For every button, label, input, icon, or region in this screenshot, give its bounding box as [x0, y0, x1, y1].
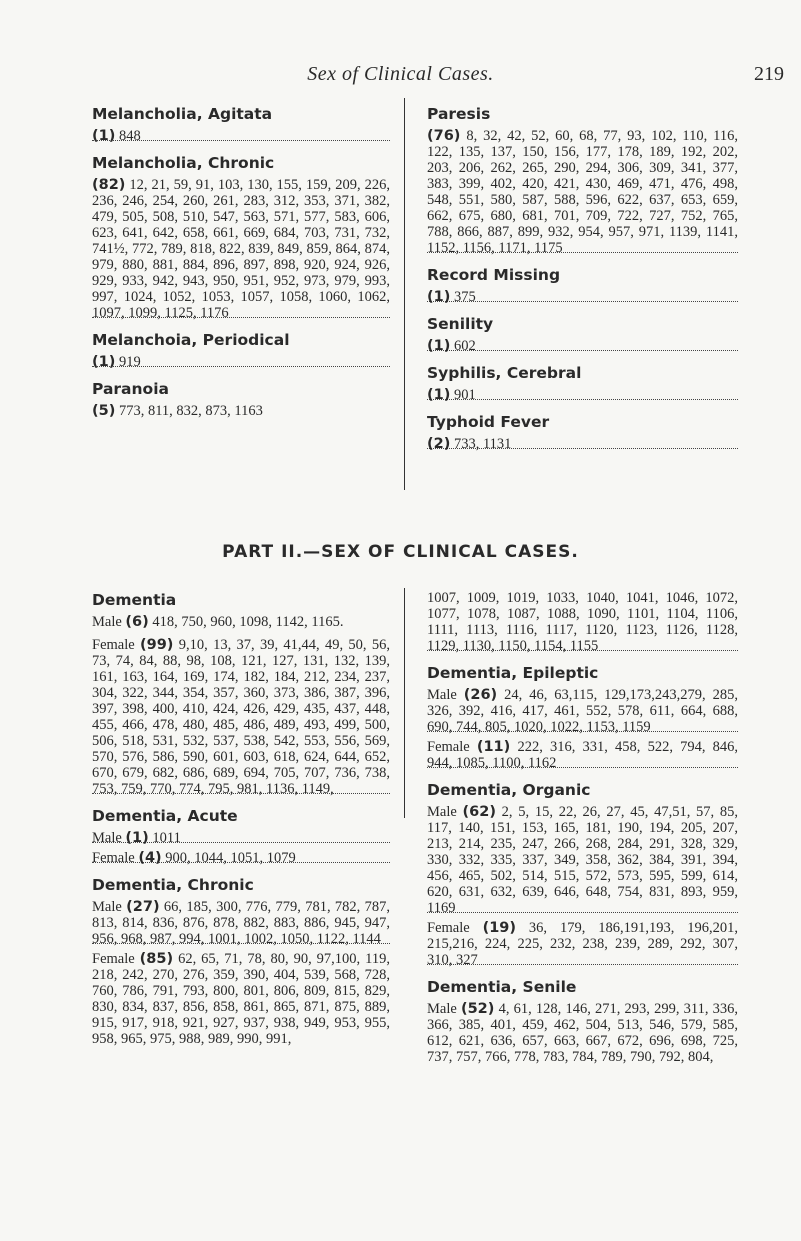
diagnosis-section	[427, 412, 738, 452]
diagnosis-section	[92, 806, 390, 866]
case-entry	[92, 637, 390, 797]
diagnosis-section	[427, 590, 738, 654]
case-numbers: 222, 316, 331, 458, 522, 794, 846, 944, 1085, 1100, 1162	[427, 739, 738, 771]
column-divider	[404, 588, 405, 818]
case-numbers: 1007, 1009, 1019, 1033, 1040, 1041, 1046, 1072, 1077, 1078, 1087, 1088, 1090, 1101, 1104, 1106, 1111, 1113, 1116, 1117, 1120, 1123, 1126, 1128, 1129, 1130, 1150, 1154, 1155	[427, 590, 738, 654]
top-right-column	[427, 104, 738, 461]
case-entry	[92, 354, 390, 370]
case-entry	[427, 338, 738, 354]
case-count: (5)	[92, 403, 116, 419]
case-entry	[427, 920, 739, 968]
case-numbers: 62, 65, 71, 78, 80, 90, 97,100, 119, 218, 242, 270, 276, 359, 390, 404, 539, 568, 728, 760, 786, 791, 793, 800, 801, 806, 809, 815, 829, 830, 834, 837, 856, 858, 861, 865, 871, 875, 889, 915, 917, 918, 921, 927, 937, 938, 949, 953, 955, 958, 965, 975, 988, 989, 990, 991,	[92, 951, 390, 1047]
case-entry	[92, 614, 390, 630]
case-entry	[427, 739, 738, 771]
case-numbers: 733, 1131	[450, 436, 512, 452]
case-count: (11)	[476, 739, 511, 755]
column-divider	[404, 98, 405, 490]
case-count: (1)	[125, 830, 149, 846]
case-numbers: 24, 46, 63,115, 129,173,243,279, 285, 326, 392, 416, 417, 461, 552, 578, 611, 664, 688, 690, 744, 805, 1020, 1022, 1153, 1159	[427, 687, 739, 735]
case-numbers: 1011	[148, 830, 181, 846]
section-title: Dementia, Epileptic	[427, 664, 599, 682]
page-number: 219	[754, 63, 784, 85]
diagnosis-section	[92, 104, 390, 144]
case-numbers: 773, 811, 832, 873, 1163	[115, 403, 263, 419]
case-numbers: 919	[115, 354, 141, 370]
case-entry	[427, 289, 738, 305]
case-numbers: 375	[450, 289, 476, 305]
case-numbers: 4, 61, 128, 146, 271, 293, 299, 311, 336, 366, 385, 401, 459, 462, 504, 513, 546, 579, 585, 612, 621, 636, 657, 663, 667, 672, 696, 698, 725, 737, 757, 766, 778, 783, 784, 789, 790, 792, 804,	[427, 1001, 738, 1065]
section-title: Dementia, Chronic	[92, 876, 254, 894]
diagnosis-section	[92, 590, 390, 797]
case-count: (52)	[460, 1001, 495, 1017]
section-title: Dementia, Acute	[92, 807, 238, 825]
case-count: (2)	[427, 436, 451, 452]
sex-label: Male	[92, 830, 126, 846]
case-entry	[92, 899, 391, 947]
case-numbers: 8, 32, 42, 52, 60, 68, 77, 93, 102, 110, 116, 122, 135, 137, 150, 156, 177, 178, 189, 192, 202, 203, 206, 262, 265, 290, 294, 306, 309, 341, 377, 383, 399, 402, 420, 421, 430, 469, 471, 476, 498, 548, 551, 580, 587, 588, 596, 622, 637, 653, 659, 662, 675, 680, 681, 701, 709, 722, 727, 752, 765, 788, 866, 887, 899, 932, 954, 957, 971, 1139, 1141, 1152, 1156, 1171, 1175	[427, 128, 738, 256]
case-entry	[427, 1001, 738, 1065]
diagnosis-section	[427, 314, 738, 354]
case-numbers: 66, 185, 300, 776, 779, 781, 782, 787, 813, 814, 836, 876, 878, 882, 883, 886, 945, 947, 956, 968, 987, 994, 1001, 1002, 1050, 1122, 1144	[92, 899, 391, 947]
case-entry	[92, 403, 390, 419]
case-numbers: 602	[450, 338, 476, 354]
sex-label: Female	[427, 920, 483, 936]
section-title: Dementia, Organic	[427, 781, 591, 799]
diagnosis-section	[427, 265, 738, 305]
case-count: (27)	[126, 899, 160, 915]
case-count: (26)	[463, 687, 498, 703]
section-title: Record Missing	[427, 266, 561, 284]
case-entry	[92, 830, 390, 846]
diagnosis-section	[92, 153, 390, 321]
diagnosis-section	[92, 330, 390, 370]
diagnosis-section	[92, 875, 390, 1047]
case-numbers: 418, 750, 960, 1098, 1142, 1165.	[148, 614, 344, 630]
diagnosis-section	[427, 104, 738, 256]
case-count: (62)	[462, 804, 496, 820]
case-count: (6)	[125, 614, 149, 630]
section-title: Melancholia, Chronic	[92, 154, 275, 172]
case-entry	[92, 177, 390, 321]
case-entry	[427, 590, 738, 654]
case-count: (19)	[482, 920, 517, 936]
running-title: Sex of Clinical Cases.	[307, 63, 494, 85]
bottom-left-column	[92, 590, 390, 1059]
case-count: (1)	[427, 338, 451, 354]
case-count: (99)	[140, 637, 174, 653]
case-entry	[92, 951, 390, 1047]
case-entry	[427, 128, 738, 256]
case-numbers: 848	[115, 128, 141, 144]
case-count: (4)	[138, 850, 162, 866]
case-numbers: 12, 21, 59, 91, 103, 130, 155, 159, 209, 226, 236, 246, 254, 260, 261, 283, 312, 353, 371, 382, 479, 505, 508, 510, 547, 563, 571, 577, 583, 606, 623, 641, 642, 658, 661, 669, 684, 703, 731, 732, 741½, 772, 789, 818, 822, 839, 849, 859, 864, 874, 979, 880, 881, 884, 896, 897, 898, 920, 924, 926, 929, 933, 942, 943, 950, 951, 952, 973, 979, 993, 997, 1024, 1052, 1053, 1057, 1058, 1060, 1062, 1097, 1099, 1125, 1176	[92, 177, 390, 321]
case-count: (1)	[92, 354, 116, 370]
bottom-right-column	[427, 590, 738, 1077]
diagnosis-section	[427, 780, 739, 968]
case-entry	[92, 850, 390, 866]
case-numbers: 901	[450, 387, 476, 403]
section-title: Dementia, Senile	[427, 978, 577, 996]
top-left-column	[92, 104, 390, 431]
case-count: (1)	[427, 289, 451, 305]
sex-label: Male	[427, 804, 463, 820]
diagnosis-section	[427, 977, 738, 1065]
case-numbers: 2, 5, 15, 22, 26, 27, 45, 47,51, 57, 85, 117, 140, 151, 153, 165, 181, 190, 194, 205, 207, 213, 214, 235, 247, 266, 268, 284, 291, 328, 329, 330, 332, 335, 337, 349, 358, 362, 384, 391, 394, 456, 465, 502, 514, 515, 572, 573, 595, 599, 614, 620, 631, 632, 639, 646, 648, 754, 831, 893, 959, 1169	[427, 804, 739, 916]
diagnosis-section	[427, 363, 738, 403]
case-entry	[427, 804, 739, 916]
sex-label: Male	[92, 899, 127, 915]
case-count: (1)	[427, 387, 451, 403]
case-count: (82)	[92, 177, 126, 193]
case-count: (85)	[139, 951, 174, 967]
sex-label: Female	[92, 850, 139, 866]
case-entry	[427, 687, 739, 735]
case-numbers: 36, 179, 186,191,193, 196,201, 215,216, 224, 225, 232, 238, 239, 289, 292, 307, 310, 327	[427, 920, 739, 968]
section-title: Typhoid Fever	[427, 413, 550, 431]
page-header	[0, 63, 801, 91]
section-title: Paranoia	[92, 380, 169, 398]
sex-label: Male	[427, 687, 464, 703]
dot-leader	[427, 912, 738, 913]
sex-label: Female	[92, 637, 140, 653]
sex-label: Female	[92, 951, 140, 967]
sex-label: Female	[427, 739, 477, 755]
diagnosis-section	[92, 379, 390, 419]
section-title: Paresis	[427, 105, 491, 123]
case-count: (1)	[92, 128, 116, 144]
case-numbers: 9,10, 13, 37, 39, 41,44, 49, 50, 56, 73, 74, 84, 88, 98, 108, 121, 127, 131, 132, 139, 161, 163, 164, 169, 174, 182, 184, 212, 234, 237, 304, 322, 344, 354, 357, 360, 373, 386, 387, 396, 397, 398, 400, 410, 424, 426, 429, 435, 437, 448, 455, 466, 478, 480, 485, 486, 489, 493, 499, 500, 506, 518, 531, 532, 537, 538, 542, 553, 556, 569, 570, 576, 586, 590, 601, 603, 618, 624, 644, 652, 670, 679, 682, 686, 689, 694, 705, 707, 736, 738, 753, 759, 770, 774, 795, 981, 1136, 1149,	[92, 637, 390, 797]
case-numbers: 900, 1044, 1051, 1079	[161, 850, 296, 866]
part-heading: PART II.—SEX OF CLINICAL CASES.	[222, 542, 579, 562]
section-title: Senility	[427, 315, 494, 333]
section-title: Syphilis, Cerebral	[427, 364, 582, 382]
case-entry	[92, 128, 390, 144]
sex-label: Male	[427, 1001, 461, 1017]
case-count: (76)	[427, 128, 461, 144]
diagnosis-section	[427, 663, 739, 771]
case-entry	[427, 387, 738, 403]
case-entry	[427, 436, 738, 452]
sex-label: Male	[92, 614, 126, 630]
section-title: Dementia	[92, 591, 177, 609]
section-title: Melancholia, Agitata	[92, 105, 273, 123]
section-title: Melanchoia, Periodical	[92, 331, 290, 349]
